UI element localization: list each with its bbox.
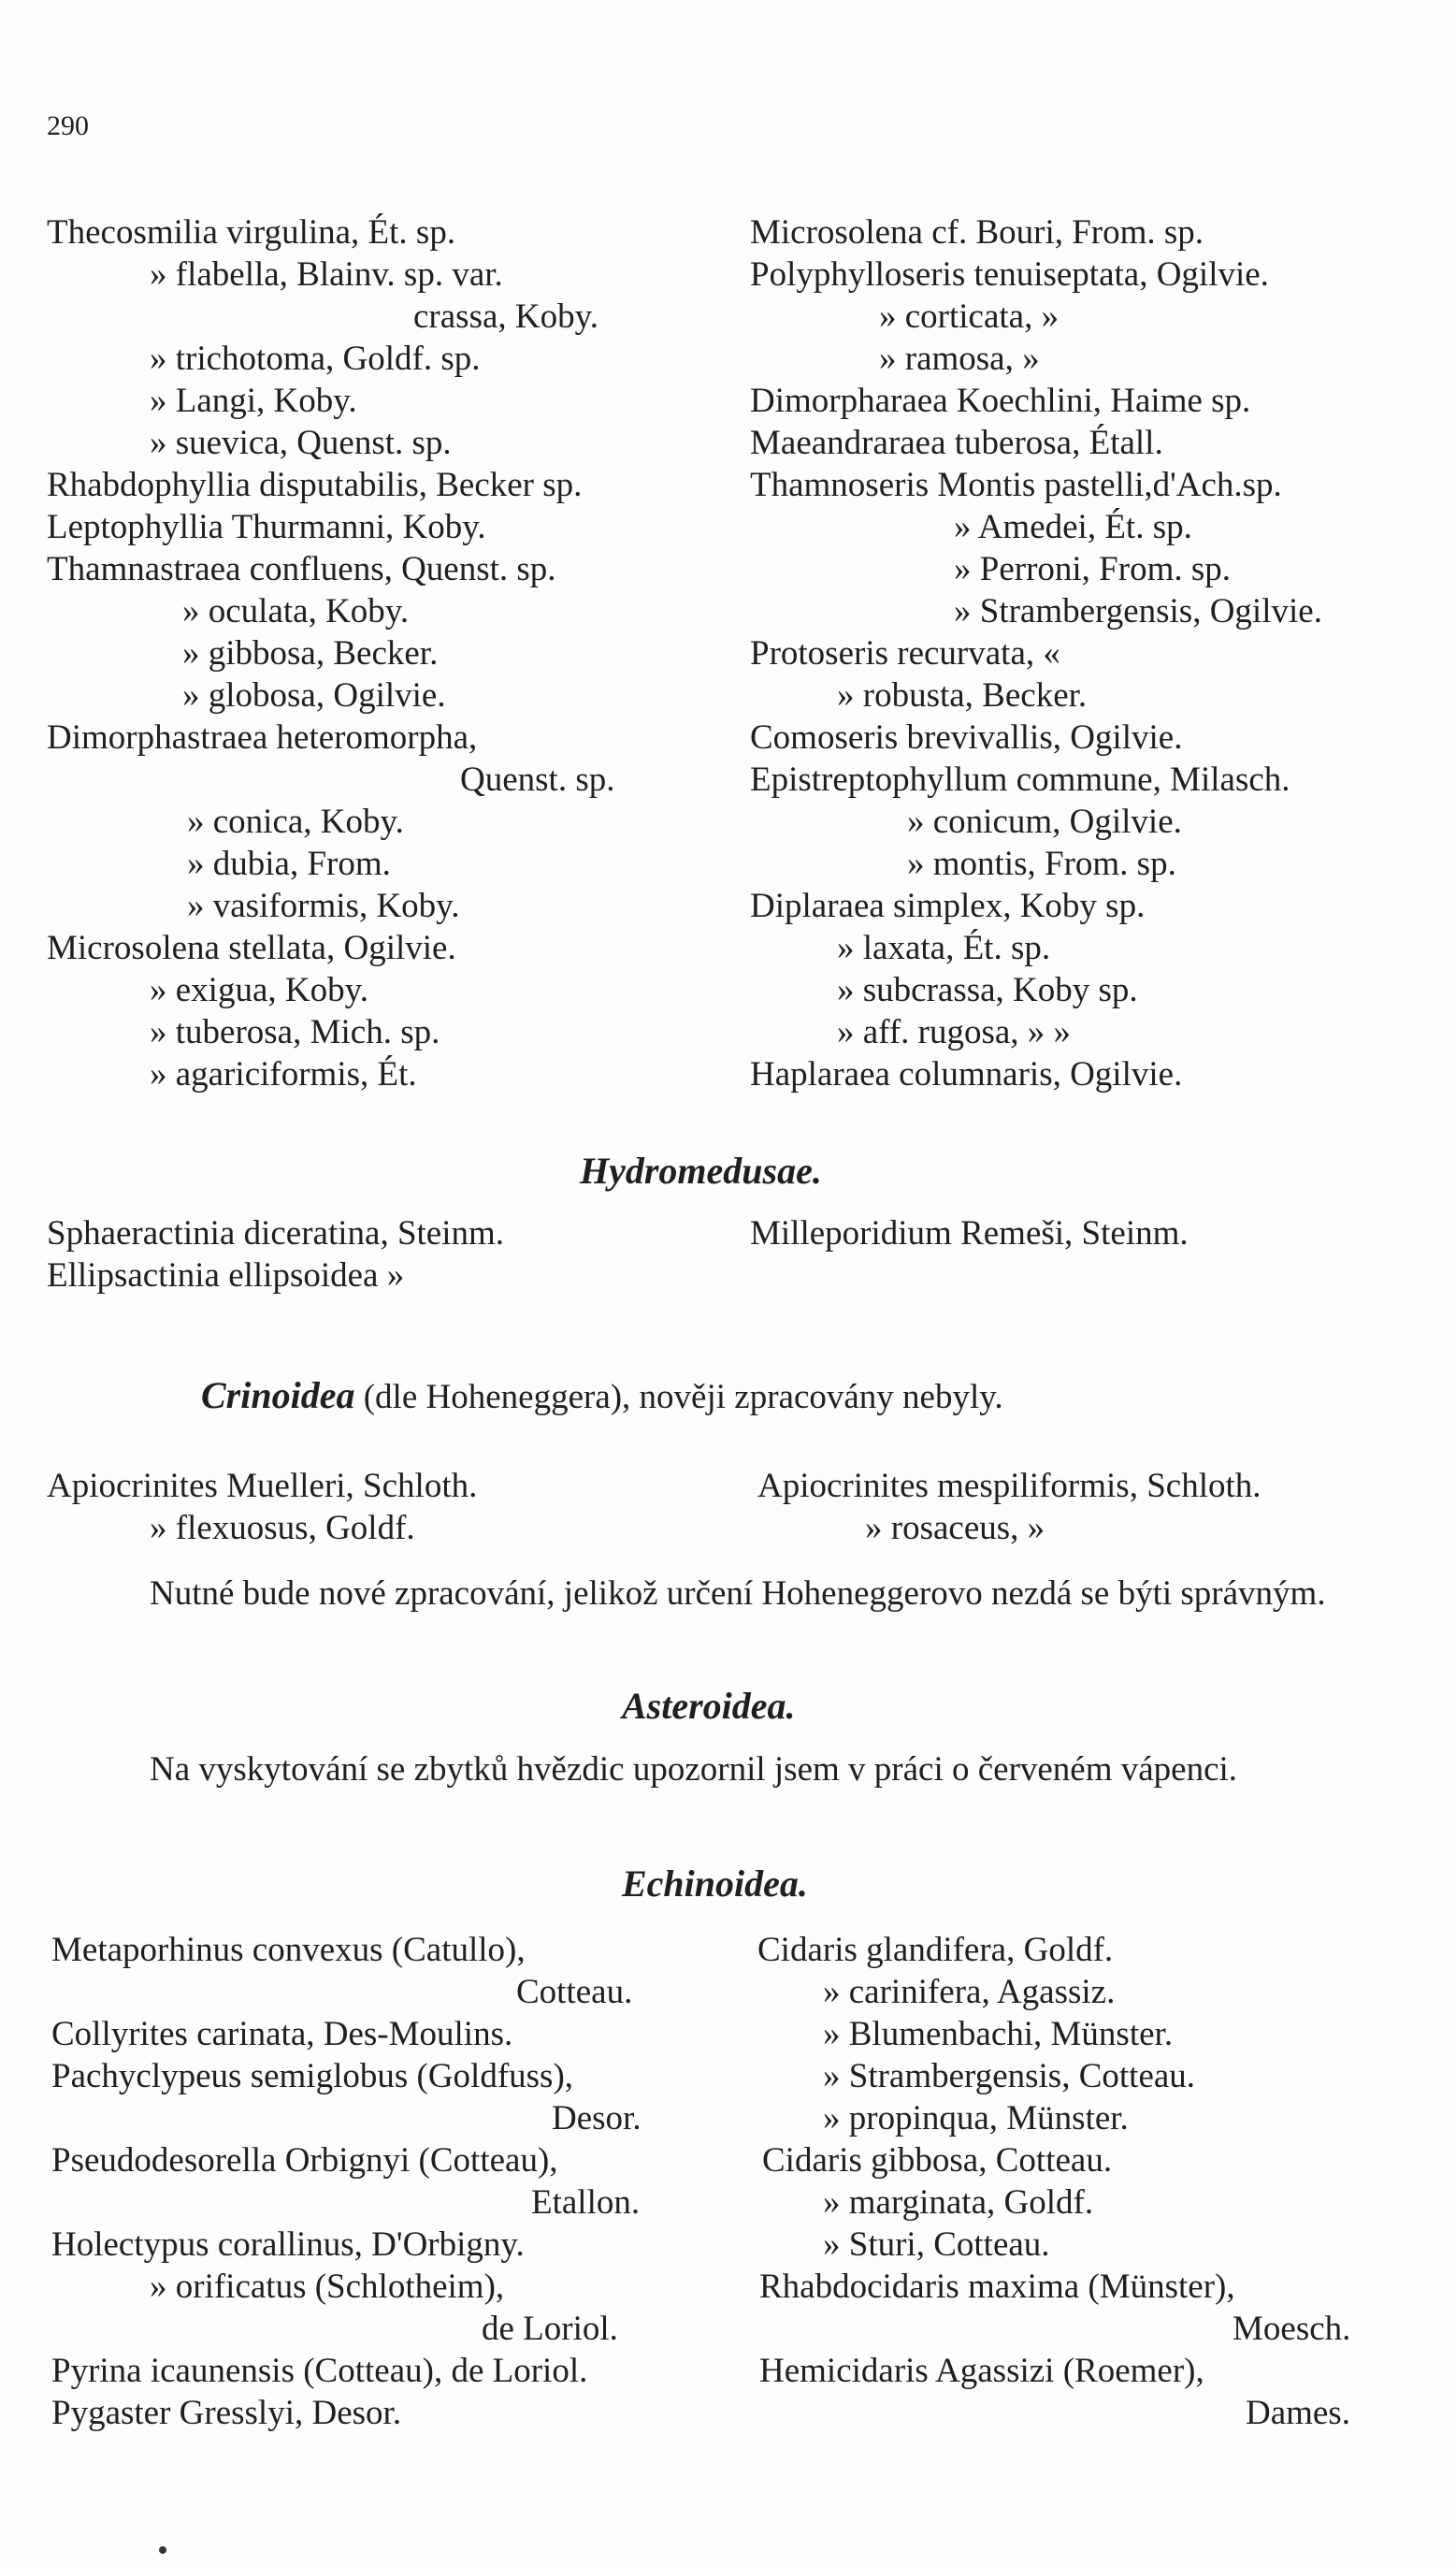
list-item: Sphaeractinia diceratina, Steinm.: [47, 1214, 505, 1253]
list-item: » orificatus (Schlotheim),: [150, 2268, 505, 2306]
list-item: » vasiformis, Koby.: [187, 887, 460, 925]
section-heading-crinoidea: [201, 1374, 1003, 1416]
list-item: Protoseris recurvata, «: [750, 634, 1060, 673]
list-item: Haplaraea columnaris, Ogilvie.: [750, 1055, 1183, 1094]
ink-speck: [159, 2546, 166, 2554]
list-item: » agariciformis, Ét.: [150, 1055, 417, 1094]
list-item: Microsolena cf. Bouri, From. sp.: [750, 213, 1204, 252]
list-item: Moesch.: [1233, 2310, 1351, 2348]
list-item: » gibbosa, Becker.: [182, 634, 439, 673]
list-item: » Strambergensis, Cotteau.: [823, 2057, 1196, 2095]
section-heading-echinoidea: Echinoidea.: [622, 1862, 808, 1905]
list-item: Holectypus corallinus, D'Orbigny.: [51, 2225, 525, 2264]
list-item: » Amedei, Ét. sp.: [954, 508, 1192, 546]
list-item: Polyphylloseris tenuiseptata, Ogilvie.: [750, 255, 1269, 294]
list-item: » exigua, Koby.: [150, 971, 368, 1009]
list-item: Desor.: [552, 2099, 642, 2138]
list-item: » suevica, Quenst. sp.: [150, 424, 452, 462]
list-item: Pachyclypeus semiglobus (Goldfuss),: [51, 2057, 574, 2095]
section-heading-asteroidea: Asteroidea.: [622, 1685, 796, 1727]
list-item: Rhabdocidaris maxima (Münster),: [759, 2268, 1235, 2306]
list-item: » laxata, Ét. sp.: [837, 929, 1051, 967]
list-item: Pyrina icaunensis (Cotteau), de Loriol.: [51, 2352, 588, 2390]
list-item: Quenst. sp.: [460, 761, 615, 799]
crinoidea-heading-bold: Crinoidea: [201, 1374, 355, 1416]
list-item: Diplaraea simplex, Koby sp.: [750, 887, 1146, 925]
list-item: Thecosmilia virgulina, Ét. sp.: [47, 213, 456, 252]
list-item: » ramosa, »: [879, 340, 1040, 378]
list-item: » flabella, Blainv. sp. var.: [150, 255, 503, 294]
list-item: » tuberosa, Mich. sp.: [150, 1013, 440, 1051]
list-item: crassa, Koby.: [413, 297, 598, 336]
list-item: Etallon.: [531, 2183, 641, 2222]
crinoidea-heading-rest: (dle Hoheneggera), nověji zpracovány nebyly.: [363, 1378, 1003, 1416]
list-item: Epistreptophyllum commune, Milasch.: [750, 761, 1290, 799]
list-item: » rosaceus, »: [865, 1509, 1045, 1547]
list-item: » marginata, Goldf.: [823, 2183, 1094, 2222]
list-item: » carinifera, Agassiz.: [823, 1973, 1116, 2011]
list-item: Rhabdophyllia disputabilis, Becker sp.: [47, 466, 583, 504]
list-item: » trichotoma, Goldf. sp.: [150, 340, 481, 378]
list-item: Dames.: [1246, 2394, 1350, 2432]
list-item: Collyrites carinata, Des-Moulins.: [51, 2015, 513, 2053]
crinoidea-note: Nutné bude nové zpracování, jelikož určení Hoheneggerovo nezdá se býti správným.: [150, 1574, 1326, 1613]
list-item: » montis, From. sp.: [907, 845, 1176, 883]
list-item: » Perroni, From. sp.: [954, 550, 1231, 588]
list-item: » aff. rugosa, » »: [837, 1013, 1072, 1051]
list-item: » Blumenbachi, Münster.: [823, 2015, 1174, 2053]
list-item: Cidaris gibbosa, Cotteau.: [762, 2141, 1113, 2180]
list-item: Thamnastraea confluens, Quenst. sp.: [47, 550, 556, 588]
section-heading-hydromedusae: Hydromedusae.: [580, 1150, 822, 1192]
list-item: Thamnoseris Montis pastelli,d'Ach.sp.: [750, 466, 1282, 504]
list-item: Milleporidium Remeši, Steinm.: [750, 1214, 1189, 1253]
list-item: » subcrassa, Koby sp.: [837, 971, 1138, 1009]
list-item: Pseudodesorella Orbignyi (Cotteau),: [51, 2141, 558, 2180]
list-item: Cidaris glandifera, Goldf.: [757, 1931, 1114, 1969]
list-item: » Langi, Koby.: [150, 382, 357, 420]
list-item: » flexuosus, Goldf.: [150, 1509, 415, 1547]
list-item: Microsolena stellata, Ogilvie.: [47, 929, 456, 967]
list-item: » propinqua, Münster.: [823, 2099, 1129, 2138]
list-item: Comoseris brevivallis, Ogilvie.: [750, 718, 1183, 757]
list-item: » Strambergensis, Ogilvie.: [954, 592, 1322, 630]
list-item: Ellipsactinia ellipsoidea »: [47, 1256, 405, 1295]
list-item: » conicum, Ogilvie.: [907, 803, 1182, 841]
list-item: » corticata, »: [879, 297, 1060, 336]
list-item: Maeandraraea tuberosa, Étall.: [750, 424, 1163, 462]
list-item: » conica, Koby.: [187, 803, 404, 841]
list-item: » Sturi, Cotteau.: [823, 2225, 1050, 2264]
list-item: » oculata, Koby.: [182, 592, 410, 630]
list-item: » dubia, From.: [187, 845, 391, 883]
list-item: Metaporhinus convexus (Catullo),: [51, 1931, 526, 1969]
list-item: Leptophyllia Thurmanni, Koby.: [47, 508, 486, 546]
list-item: Apiocrinites mespiliformis, Schloth.: [757, 1467, 1261, 1505]
list-item: Hemicidaris Agassizi (Roemer),: [759, 2352, 1204, 2390]
asteroidea-note: Na vyskytování se zbytků hvězdic upozornil jsem v práci o červeném vápenci.: [150, 1750, 1238, 1789]
list-item: » globosa, Ogilvie.: [182, 676, 446, 715]
list-item: Dimorpharaea Koechlini, Haime sp.: [750, 382, 1251, 420]
list-item: Cotteau.: [516, 1973, 633, 2011]
list-item: Apiocrinites Muelleri, Schloth.: [47, 1467, 478, 1505]
list-item: Dimorphastraea heteromorpha,: [47, 718, 478, 757]
list-item: de Loriol.: [482, 2310, 618, 2348]
list-item: » robusta, Becker.: [837, 676, 1088, 715]
list-item: Pygaster Gresslyi, Desor.: [51, 2394, 402, 2432]
page-number: 290: [47, 110, 89, 141]
